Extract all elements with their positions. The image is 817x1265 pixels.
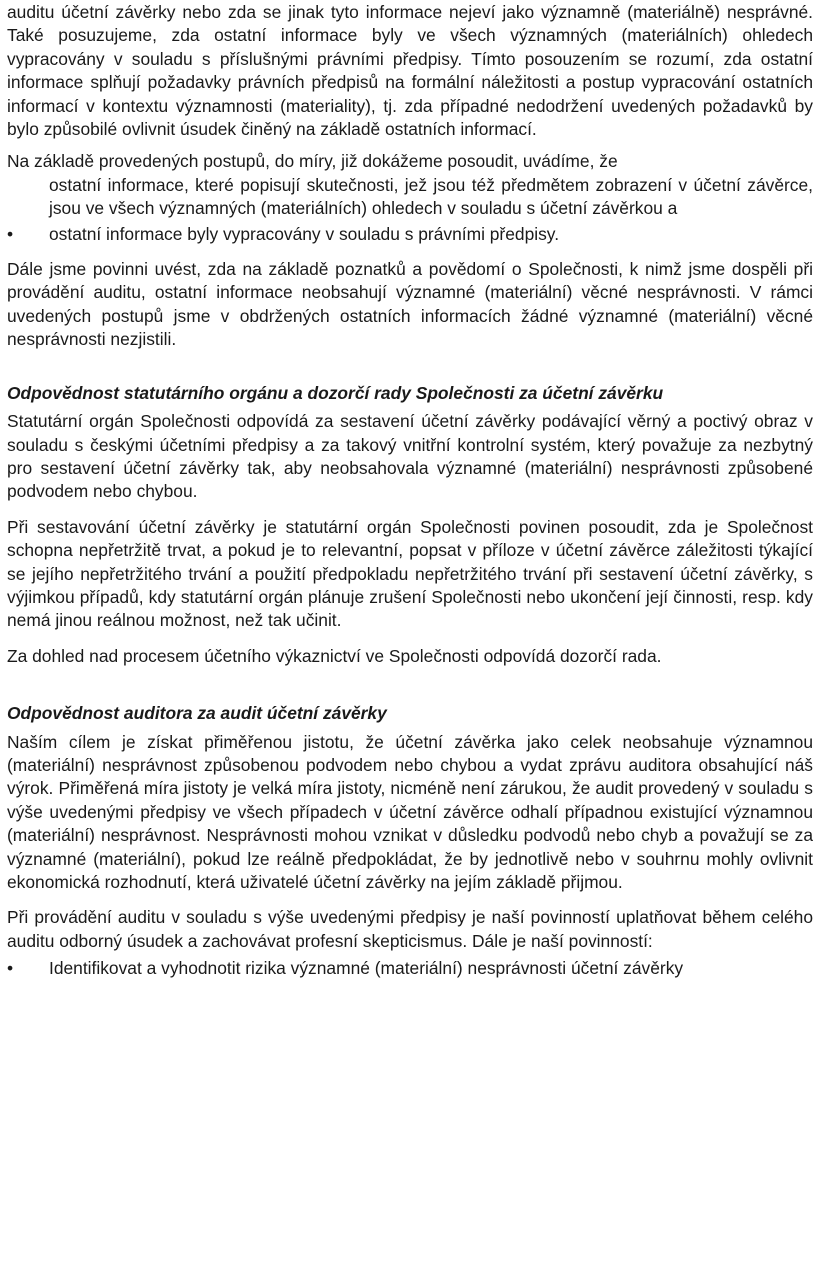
paragraph-continuation: auditu účetní závěrky nebo zda se jinak tyto informace nejeví jako významně (materiálně) nesprávné. Také posuzujeme, zda ostatní informace byly ve všech významných (materiálních) ohledech vypracovány v souladu s příslušnými právními předpisy. Tímto posouzením se rozumí, zda ostatní informace splňují požadavky právních předpisů na formální náležitosti a postup vypracování ostatních informací v kontextu významnosti (materiality), tj. zda případné nedodržení uvedených požadavků by bylo způsobilé ovlivnit úsudek činěný na základě ostatních informací. bbox=[7, 2, 813, 140]
paragraph-duty: Dále jsme povinni uvést, zda na základě poznatků a povědomí o Společnosti, k nimž jsme dospěli při provádění auditu, ostatní informace neobsahují významné (materiální) věcné nesprávnosti. V rámci uvedených postupů jsme v obdržených ostatních informacích žádné významné (materiální) věcné nesprávnosti nezjistili. bbox=[7, 259, 813, 350]
paragraph-conclusion-intro: Na základě provedených postupů, do míry, již dokážeme posoudit, uvádíme, že bbox=[7, 151, 618, 172]
paragraph-management-2: Při sestavování účetní závěrky je statutární orgán Společnosti povinen posoudit, zda je Společnost schopna nepřetržitě trvat, a pokud je to relevantní, popsat v příloze v účetní závěrce záležitosti týkající se jejího nepřetržitého trvání a použití předpokladu nepřetržitého trvání při sestavení účetní závěrky, s výjimkou případů, kdy statutární orgán plánuje zrušení Společnosti nebo ukončení její činnosti, resp. kdy nemá jinou reálnou možnost, než tak učinit. bbox=[7, 516, 813, 631]
paragraph-management-3: Za dohled nad procesem účetního výkaznictví ve Společnosti odpovídá dozorčí rada. bbox=[7, 645, 662, 666]
document-page bbox=[7, 0, 813, 1265]
bullet-icon: • bbox=[7, 958, 14, 979]
paragraph-auditor-1: Naším cílem je získat přiměřenou jistotu, že účetní závěrka jako celek neobsahuje významnou (materiální) nesprávnost způsobenou podvodem nebo chybou a vydat zprávu auditora obsahující náš výrok. Přiměřená míra jistoty je velká míra jistoty, nicméně není zárukou, že audit provedený v souladu s výše uvedenými předpisy ve všech případech v účetní závěrce odhalí případnou existující významnou (materiální) nesprávnost. Nesprávnosti mohou vznikat v důsledku podvodů nebo chyb a považují se za významné (materiální), pokud lze reálně předpokládat, že by jednotlivě nebo v souhrnu mohly ovlivnit ekonomická rozhodnutí, která uživatelé účetní závěrky na jejím základě přijmou. bbox=[7, 731, 813, 892]
auditor-duty-list bbox=[7, 957, 813, 980]
section-heading-management: Odpovědnost statutárního orgánu a dozorčí rady Společnosti za účetní závěrku bbox=[7, 382, 664, 403]
section-heading-auditor: Odpovědnost auditora za audit účetní závěrky bbox=[7, 703, 387, 724]
list-item-text: Identifikovat a vyhodnotit rizika významné (materiální) nesprávnosti účetní závěrky bbox=[49, 958, 684, 979]
paragraph-auditor-2: Při provádění auditu v souladu s výše uvedenými předpisy je naší povinností uplatňovat během celého auditu odborný úsudek a zachovávat profesní skepticismus. Dále je naší povinností: bbox=[7, 907, 813, 951]
list-item bbox=[7, 957, 813, 980]
conclusion-list bbox=[7, 174, 813, 246]
list-item-text: ostatní informace, které popisují skutečnosti, jež jsou též předmětem zobrazení v účetní závěrce, jsou ve všech významných (materiálních) ohledech v souladu s účetní závěrkou a bbox=[49, 174, 813, 219]
list-item-text: ostatní informace byly vypracovány v souladu s právními předpisy. bbox=[49, 223, 560, 244]
paragraph-management-1: Statutární orgán Společnosti odpovídá za sestavení účetní závěrky podávající věrný a poctivý obraz v souladu s českými účetními předpisy a za takový vnitřní kontrolní systém, který považuje za nezbytný pro sestavení účetní závěrky tak, aby neobsahovala významné (materiální) nesprávnosti způsobené podvodem nebo chybou. bbox=[7, 411, 813, 502]
list-item bbox=[7, 223, 813, 246]
bullet-icon: • bbox=[7, 223, 14, 244]
list-item bbox=[7, 174, 813, 221]
